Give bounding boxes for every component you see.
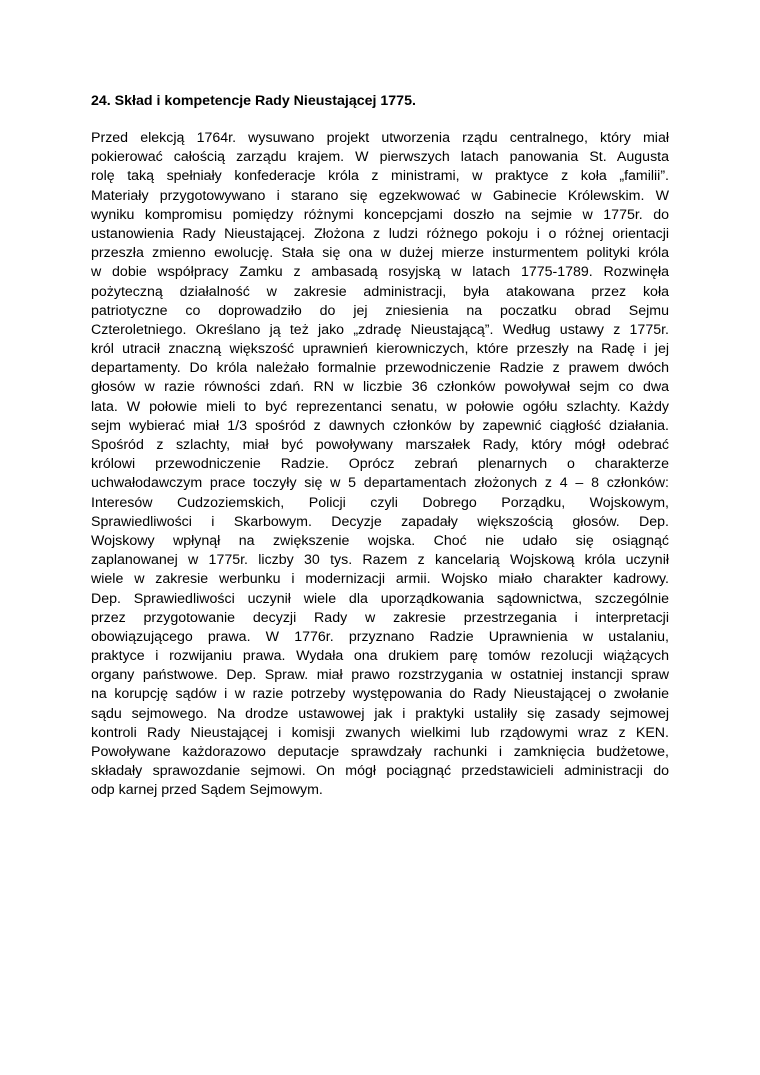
paragraph-line: uchwałodawczym prace toczyły się w 5 departamentach złożonych z 4 – 8 członków: xyxy=(91,475,669,492)
paragraph-line: Interesów Cudzoziemskich, Policji czyli Dobrego Porządku, Wojskowym, xyxy=(91,494,669,511)
paragraph-line: praktyce i rozwijaniu prawa. Wydała ona drukiem parę tomów rezolucji wiążących xyxy=(91,648,669,665)
paragraph-line: Czteroletniego. Określano ją też jako „zdradę Nieustającą”. Według ustawy z 1775r. xyxy=(91,321,669,338)
paragraph-line: przeszła zmienno ewolucję. Stała się ona w dużej mierze insturmentem polityki króla xyxy=(91,245,669,262)
paragraph-line: lata. W połowie mieli to być reprezentanci senatu, w połowie ogółu szlachty. Każdy xyxy=(91,398,669,415)
paragraph-line: wyniku kompromisu pomiędzy różnymi koncepcjami doszło na sejmie w 1775r. do xyxy=(91,206,669,223)
section-heading: 24. Skład i kompetencje Rady Nieustającej 1775. xyxy=(91,93,416,109)
paragraph-line: królowi przewodniczenie Radzie. Oprócz zebrań plenarnych o charakterze xyxy=(91,456,669,473)
paragraph-line: pokierować całością zarządu krajem. W pierwszych latach panowania St. Augusta xyxy=(91,149,669,166)
paragraph-line: rolę taką spełniały konfederacje króla z ministrami, w praktyce z koła „familii”. xyxy=(91,168,669,185)
paragraph-line: odp karnej przed Sądem Sejmowym. xyxy=(91,782,323,799)
paragraph-line: Materiały przygotowywano i starano się egzekwować w Gabinecie Królewskim. W xyxy=(91,187,669,204)
paragraph-line: pożyteczną działalność w zakresie administracji, była atakowana przez koła xyxy=(91,283,669,300)
paragraph-line: głosów w razie równości zdań. RN w liczbie 36 członków powoływał sejm co dwa xyxy=(91,379,669,396)
paragraph-line: Powoływane każdorazowo deputacje sprawdzały rachunki i zamknięcia budżetowe, xyxy=(91,744,669,760)
paragraph-line: sądu sejmowego. Na drodze ustawowej jak i praktyki ustaliły się zasady sejmowej xyxy=(91,705,669,722)
body-paragraph xyxy=(91,129,669,801)
paragraph-line: w dobie współpracy Zamku z ambasadą rosyjską w latach 1775-1789. Rozwinęła xyxy=(91,264,669,281)
paragraph-line: Przed elekcją 1764r. wysuwano projekt utworzenia rządu centralnego, który miał xyxy=(91,130,669,146)
paragraph-line: Dep. Sprawiedliwości uczynił wiele dla uporządkowania sądownictwa, szczególnie xyxy=(91,590,669,607)
paragraph-line: obowiązującego prawa. W 1776r. przyznano Radzie Uprawnienia w ustalaniu, xyxy=(91,628,669,645)
paragraph-line: na korupcję sądów i w razie potrzeby występowania do Rady Nieustającej o zwołanie xyxy=(91,686,669,703)
paragraph-line: składały sprawozdanie sejmowi. On mógł pociągnąć przedstawicieli administracji do xyxy=(91,763,669,780)
paragraph-line: wiele w zakresie werbunku i modernizacji armii. Wojsko miało charakter kadrowy. xyxy=(91,571,669,588)
paragraph-line: król utracił znaczną większość uprawnień kierowniczych, które przeszły na Radę i jej xyxy=(91,341,669,358)
paragraph-line: departamenty. Do króla należało formalnie przewodniczenie Radzie z prawem dwóch xyxy=(91,360,669,377)
paragraph-line: Spośród z szlachty, miał być powoływany marszałek Rady, który mógł odebrać xyxy=(91,437,669,453)
paragraph-line: zaplanowanej w 1775r. liczby 30 tys. Razem z kancelarią Wojskową króla uczynił xyxy=(91,552,669,569)
document-content xyxy=(91,92,669,801)
paragraph-line: sejm wybierać miał 1/3 spośród z dawnych członków by zapewnić ciągłość działania. xyxy=(91,417,669,434)
paragraph-line: patriotyczne co doprowadziło do jej zniesienia na poczatku obrad Sejmu xyxy=(91,302,669,319)
paragraph-line: kontroli Rady Nieustającej i komisji zwanych wielkimi lub rządowymi wraz z KEN. xyxy=(91,724,669,741)
paragraph-line: przez przygotowanie decyzji Rady w zakresie przestrzegania i interpretacji xyxy=(91,609,669,626)
paragraph-line: Wojskowy wpłynął na zwiększenie wojska. Choć nie udało się osiągnąć xyxy=(91,532,669,549)
paragraph-line: Sprawiedliwości i Skarbowym. Decyzje zapadały większością głosów. Dep. xyxy=(91,513,669,530)
paragraph-line: ustanowienia Rady Nieustającej. Złożona z ludzi różnego pokoju i o różnej orientacji xyxy=(91,225,669,242)
paragraph-line: organy państwowe. Dep. Spraw. miał prawo rozstrzygania w ostatniej instancji spraw xyxy=(91,667,669,684)
